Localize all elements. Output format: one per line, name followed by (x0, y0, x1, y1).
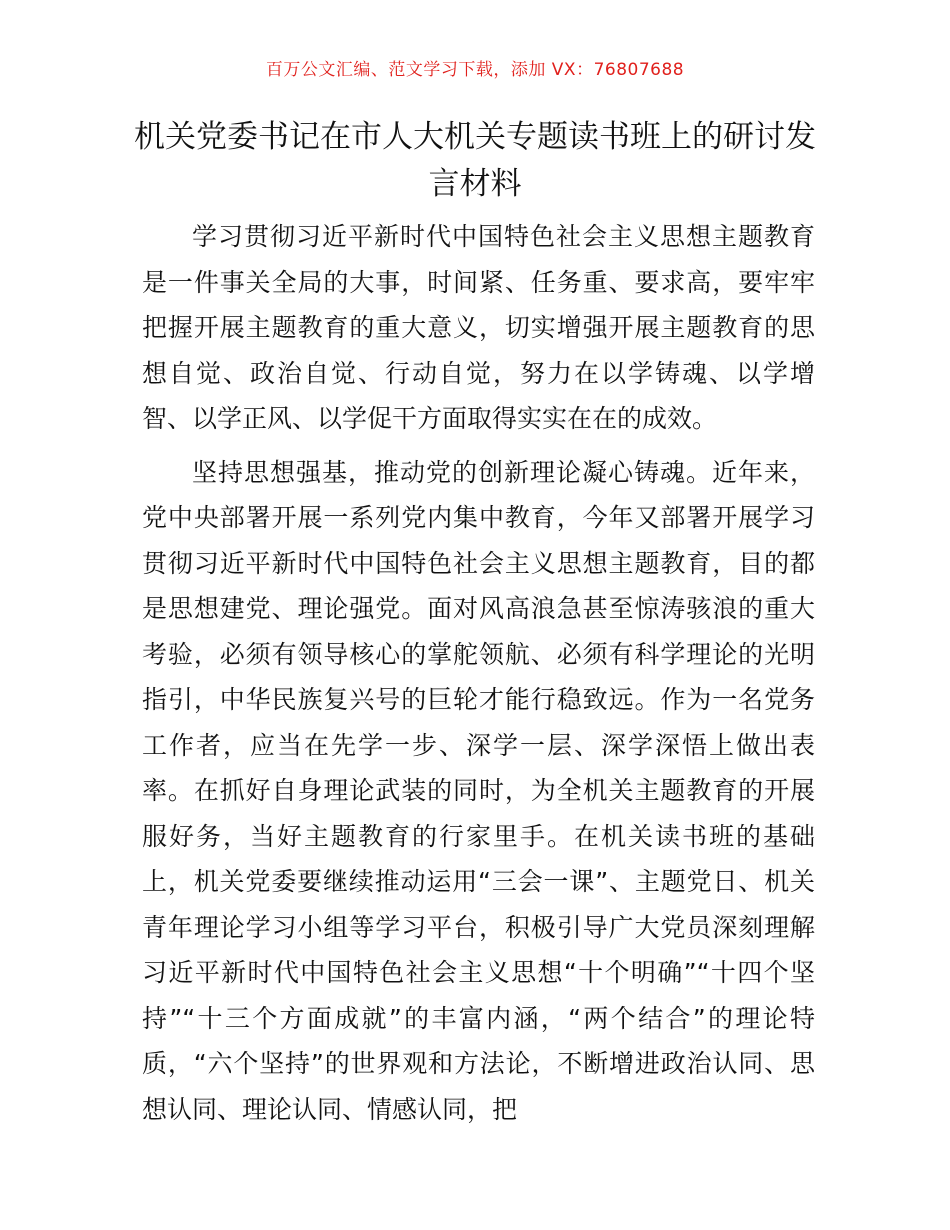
body-paragraph-1: 学习贯彻习近平新时代中国特色社会主义思想主题教育是一件事关全局的大事，时间紧、任务重、要求高，要牢牢把握开展主题教育的重大意义，切实增强开展主题教育的思想自觉、政治自觉、行动自觉，努力在以学铸魂、以学增智、以学正风、以学促干方面取得实实在在的成效。 (142, 222, 815, 433)
document-title: 机关党委书记在市人大机关专题读书班上的研讨发言材料 (134, 119, 816, 202)
body-paragraph-2: 坚持思想强基，推动党的创新理论凝心铸魂。近年来，党中央部署开展一系列党内集中教育，今年又部署开展学习贯彻习近平新时代中国特色社会主义思想主题教育，目的都是思想建党、理论强党。面对风高浪急甚至惊涛骇浪的重大考验，必须有领导核心的掌舵领航、必须有科学理论的光明指引，中华民族复兴号的巨轮才能行稳致远。作为一名党务工作者，应当在先学一步、深学一层、深学深悟上做出表率。在抓好自身理论武装的同时，为全机关主题教育的开展服好务，当好主题教育的行家里手。在机关读书班的基础上，机关党委要继续推动运用“三会一课”、主题党日、机关青年理论学习小组等学习平台，积极引导广大党员深刻理解习近平新时代中国特色社会主义思想“十个明确”“十四个坚持”“十三个方面成就”的丰富内涵，“两个结合”的理论特质，“六个坚持”的世界观和方法论，不断增进政治认同、思想认同、理论认同、情感认同，把 (142, 457, 815, 1124)
document-body (142, 214, 815, 1140)
header-watermark-note: 百万公文汇编、范文学习下载，添加 VX：76807688 (265, 60, 685, 80)
